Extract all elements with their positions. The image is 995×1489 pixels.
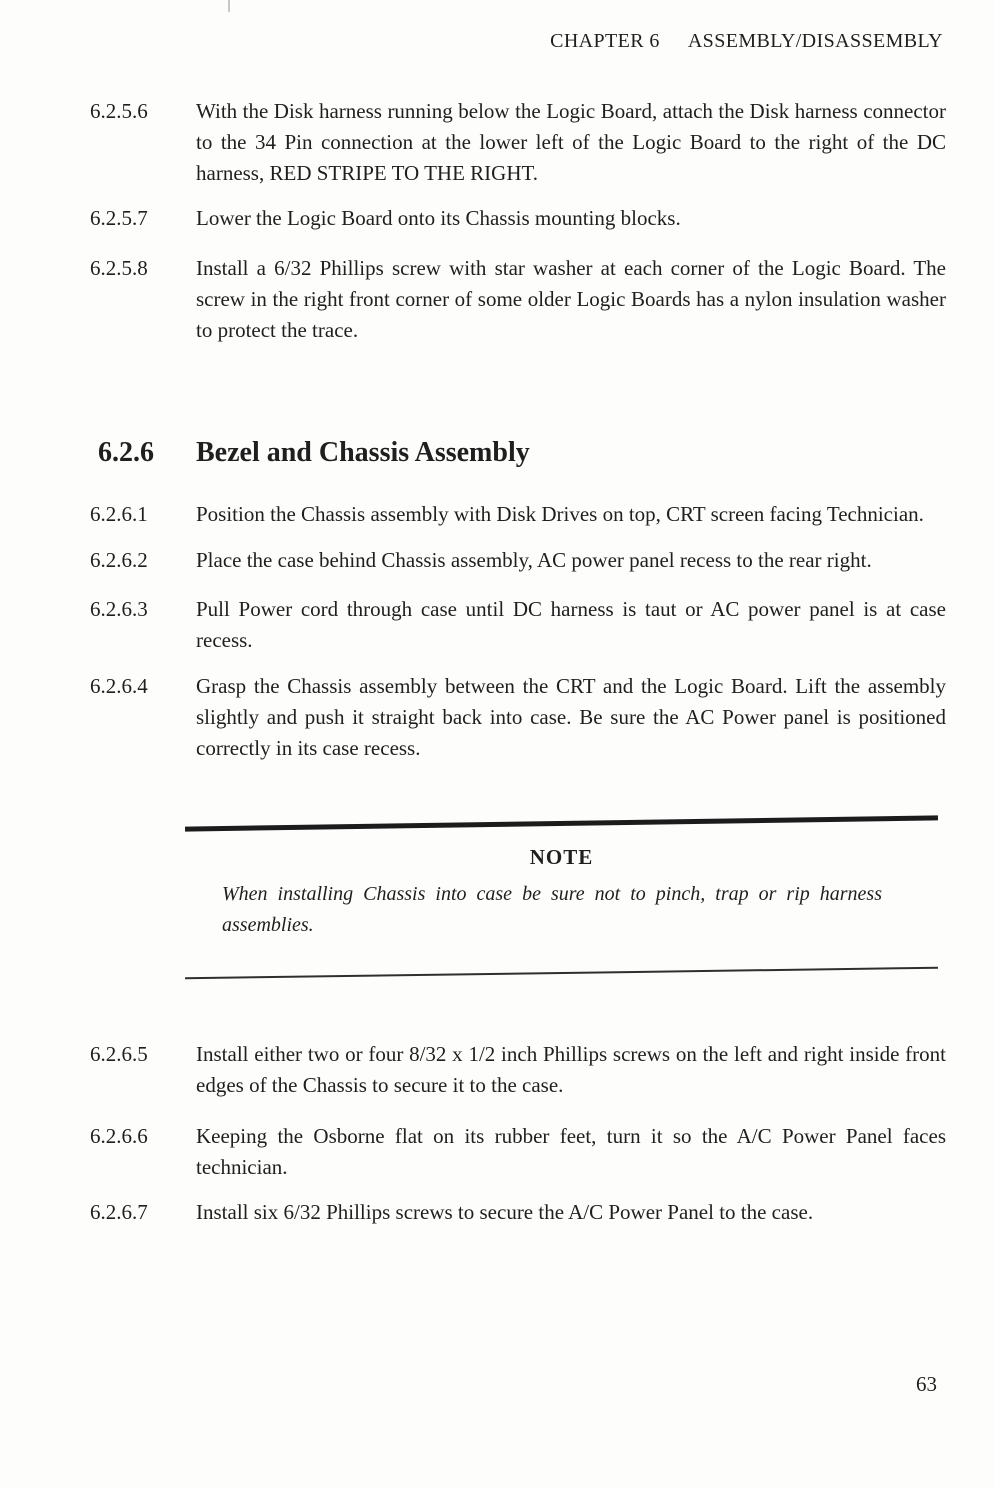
note-block (185, 821, 938, 974)
procedure-item (90, 253, 948, 346)
procedure-text: Install six 6/32 Phillips screws to secure the A/C Power Panel to the case. (196, 1200, 814, 1224)
procedure-item (90, 203, 948, 234)
procedure-number: 6.2.6.6 (90, 1124, 148, 1148)
procedure-text: Install either two or four 8/32 x 1/2 inch Phillips screws on the left and right inside front edges of the Chassis to secure it to the case. (196, 1042, 946, 1097)
procedure-item (90, 594, 948, 656)
procedure-item (90, 545, 948, 576)
section-heading (90, 436, 948, 470)
note-title: NOTE (529, 845, 594, 869)
procedure-number: 6.2.6.3 (90, 597, 148, 621)
page-content (90, 96, 948, 1228)
procedure-item (90, 96, 948, 189)
chapter-title: ASSEMBLY/DISASSEMBLY (687, 30, 943, 52)
procedure-text: Install a 6/32 Phillips screw with star washer at each corner of the Logic Board. The screw in the right front corner of some older Logic Boards has a nylon insulation washer to protect the trace. (196, 256, 946, 342)
procedure-number: 6.2.5.7 (90, 206, 148, 230)
procedure-number: 6.2.6.2 (90, 548, 148, 572)
procedure-item (90, 1121, 948, 1183)
procedure-item (90, 499, 948, 530)
procedure-text: Keeping the Osborne flat on its rubber feet, turn it so the A/C Power Panel faces technician. (196, 1124, 946, 1179)
page-number: 63 (916, 1372, 937, 1396)
procedure-text: Pull Power cord through case until DC harness is taut or AC power panel is at case recess. (196, 597, 946, 652)
procedure-item (90, 671, 948, 764)
procedure-number: 6.2.6.1 (90, 502, 148, 526)
procedure-text: Place the case behind Chassis assembly, AC power panel recess to the rear right. (196, 548, 872, 572)
running-header (550, 30, 943, 53)
procedure-text: Position the Chassis assembly with Disk Drives on top, CRT screen facing Technician. (196, 502, 924, 526)
note-rule-bottom (185, 967, 938, 980)
note-rule-top (185, 815, 938, 831)
scan-artifact (228, 0, 230, 12)
procedure-number: 6.2.6.7 (90, 1200, 148, 1224)
procedure-text: Lower the Logic Board onto its Chassis mounting blocks. (196, 206, 681, 230)
procedure-item (90, 1039, 948, 1101)
procedure-number: 6.2.6.5 (90, 1042, 148, 1066)
note-body: When installing Chassis into case be sure not to pinch, trap or rip harness assemblies. (222, 883, 882, 936)
chapter-label: CHAPTER 6 (550, 30, 660, 52)
procedure-number: 6.2.5.8 (90, 256, 148, 280)
procedure-number: 6.2.6.4 (90, 674, 148, 698)
section-title: Bezel and Chassis Assembly (196, 437, 530, 468)
procedure-text: Grasp the Chassis assembly between the CRT and the Logic Board. Lift the assembly slightly and push it straight back into case. Be sure the AC Power panel is positioned correctly in its case recess. (196, 674, 946, 760)
procedure-text: With the Disk harness running below the Logic Board, attach the Disk harness connector to the 34 Pin connection at the lower left of the Logic Board to the right of the DC harness, RED STRIPE TO THE RIGHT. (196, 99, 946, 185)
procedure-number: 6.2.5.6 (90, 99, 148, 123)
section-number: 6.2.6 (98, 437, 154, 468)
procedure-item (90, 1197, 948, 1228)
